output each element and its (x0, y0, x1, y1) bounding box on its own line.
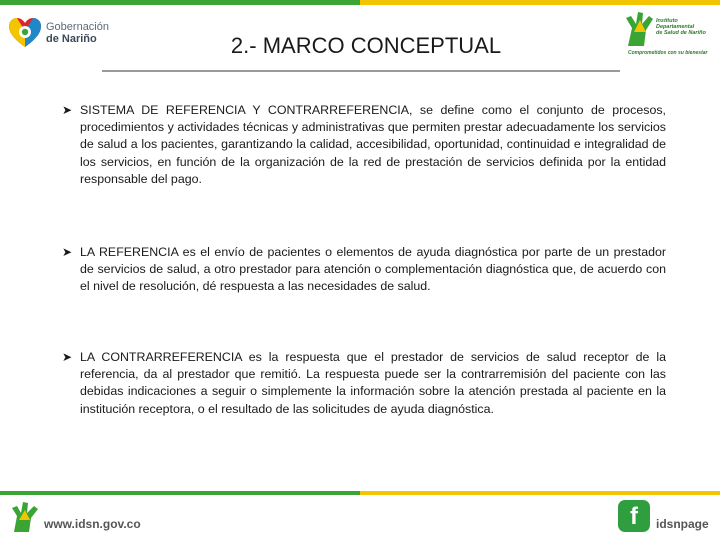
arrow-bullet-icon: ➤ (62, 350, 73, 364)
list-item-sistema (62, 102, 666, 188)
website-link[interactable]: www.idsn.gov.co (44, 517, 141, 531)
gobernacion-line1: Gobernación (46, 21, 109, 33)
item-lead: LA CONTRARREFERENCIA (80, 350, 242, 364)
list-item-contrarreferencia (62, 349, 666, 418)
page-title: 2.- MARCO CONCEPTUAL (230, 33, 502, 58)
facebook-icon[interactable]: f (618, 500, 650, 532)
idsn-line1: Instituto (656, 18, 678, 24)
idsn-slogan: Comprometidos con su bienestar (628, 50, 708, 56)
list-item-referencia (62, 244, 666, 296)
arrow-bullet-icon: ➤ (62, 103, 73, 117)
gobernacion-line2: de Nariño (46, 33, 97, 45)
arrow-bullet-icon: ➤ (62, 245, 73, 259)
item-text: se define como el conjunto de procesos, procedimientos y actividades técnicas y administrativas que permiten prestar adecuadamente los servicios de salud a los pacientes, garantizando la calidad, accesibilidad, oportunidad, continuidad e integralidad de los servicios, en función de la organización de la red de prestación de servicios definida por la entidad responsable del pago. (80, 103, 666, 186)
idsn-line3: de Salud de Nariño (656, 30, 706, 36)
item-text: es la respuesta que el prestador de servicios de salud receptor de la referencia, da al prestador que remitió. La respuesta puede ser la contrarremisión del paciente con las debidas indicaciones a seguir o simplemente la información sobre la atención prestada al paciente en la institución receptora, o el resultado de las solicitudes de ayuda diagnóstica. (80, 350, 666, 416)
footer-color-bar (0, 491, 720, 495)
hand-footer-icon (8, 500, 42, 534)
title-underline (102, 70, 620, 72)
item-lead: LA REFERENCIA (80, 245, 179, 259)
facebook-page-link[interactable]: idsnpage (656, 517, 709, 531)
idsn-line2: Departamental (656, 24, 695, 30)
item-text: es el envío de pacientes o elementos de ayuda diagnóstica por parte de un prestador de servicios de salud, a otro prestador para atención o complementación diagnóstica que, de acuerdo con el nivel de resolución, dé respuesta a las necesidades de salud. (80, 245, 667, 294)
item-lead: SISTEMA DE REFERENCIA Y CONTRARREFERENCIA, (80, 103, 413, 117)
top-color-bar (0, 0, 720, 5)
